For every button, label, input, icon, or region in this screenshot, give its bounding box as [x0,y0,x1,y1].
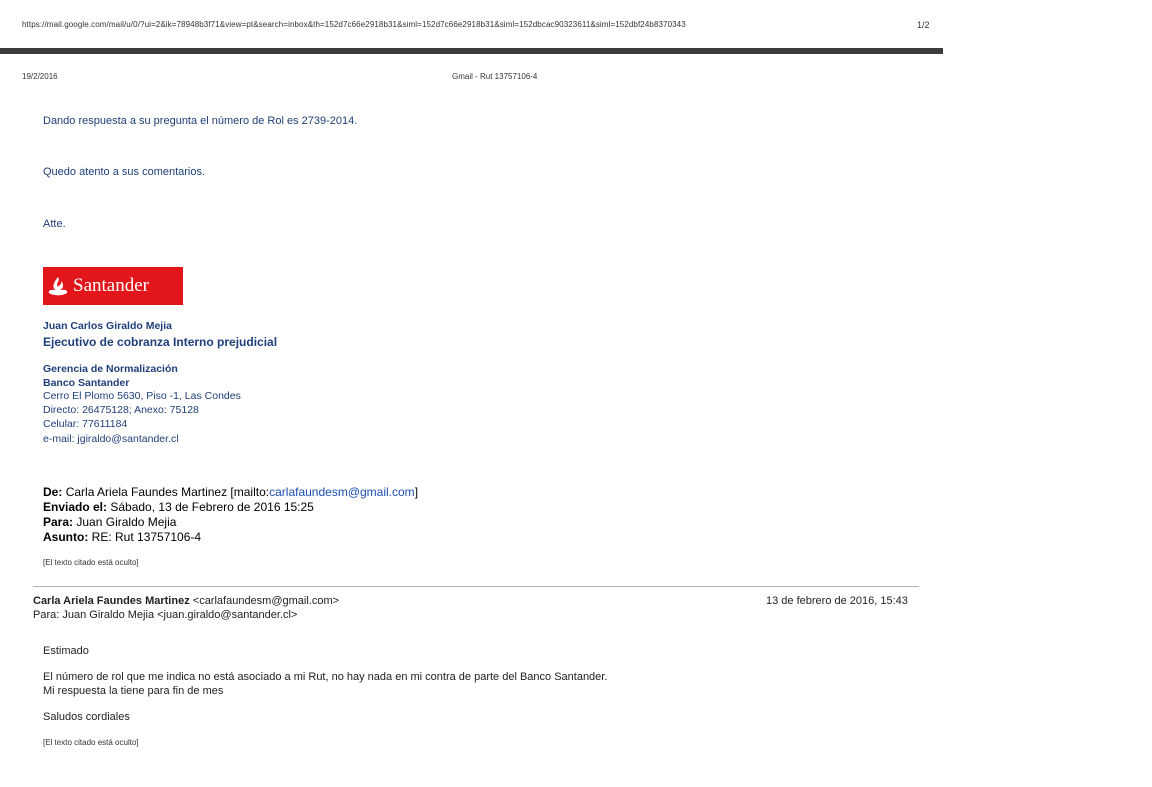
message2-sender-name: Carla Ariela Faundes Martinez [33,595,190,607]
quoted-from-value: Carla Ariela Faundes Martinez [mailto: [65,485,270,499]
quoted-from-close: ] [414,485,419,499]
santander-logo-text: Santander [73,275,149,296]
signature-department: Gerencia de Normalización [43,363,178,375]
message2-date: 13 de febrero de 2016, 15:43 [766,595,908,607]
header-divider-bar [0,48,943,54]
quoted-from-line [43,485,418,499]
message2-body-closing: Saludos cordiales [43,711,130,723]
quoted-subject-line [43,530,201,544]
quoted-sent-line [43,500,314,514]
quoted-sent-value: Sábado, 13 de Febrero de 2016 15:25 [110,500,314,514]
hidden-quoted-text-2[interactable]: [El texto citado está oculto] [43,738,139,747]
quoted-from-email-link[interactable]: carlafaundesm@gmail.com [269,485,415,499]
document-title: Gmail - Rut 13757106-4 [452,72,538,81]
message2-to: Para: Juan Giraldo Mejia <juan.giraldo@santander.cl> [33,609,298,621]
print-date: 19/2/2016 [22,72,58,81]
signature-name: Juan Carlos Giraldo Mejia [43,320,172,332]
print-url: https://mail.google.com/mail/u/0/?ui=2&ik=78948b3f71&view=pt&search=inbox&th=152d7c66e2918b31&siml=152d7c66e2918b31&siml=152dbcac90323611&siml=152dbf24b8370343 [22,20,686,29]
quoted-to-label: Para: [43,515,74,529]
message2-body-line-1: El número de rol que me indica no está asociado a mi Rut, no hay nada en mi contra de parte del Banco Santander. [43,671,608,683]
signature-phone: Directo: 26475128; Anexo: 75128 [43,404,199,416]
signature-role: Ejecutivo de cobranza Interno prejudicial [43,335,278,349]
message1-paragraph-2: Quedo atento a sus comentarios. [43,166,206,178]
santander-logo [43,267,183,305]
signature-bank: Banco Santander [43,377,130,389]
message2-sender-email: <carlafaundesm@gmail.com> [192,595,340,607]
quoted-from-label: De: [43,485,63,499]
signature-email: e-mail: jgiraldo@santander.cl [43,433,179,445]
message1-paragraph-3: Atte. [43,218,66,230]
quoted-subject-label: Asunto: [43,530,89,544]
quoted-to-line [43,515,176,529]
message1-paragraph-1: Dando respuesta a su pregunta el número de Rol es 2739-2014. [43,115,358,127]
hidden-quoted-text-1[interactable]: [El texto citado está oculto] [43,558,139,567]
signature-mobile: Celular: 77611184 [43,418,128,430]
quoted-to-value: Juan Giraldo Mejia [76,515,177,529]
message2-body-greeting: Estimado [43,645,89,657]
message-divider [33,586,919,587]
page-number: 1/2 [917,20,930,30]
santander-flame-icon [43,267,73,305]
quoted-sent-label: Enviado el: [43,500,108,514]
message2-from [33,595,339,607]
signature-address: Cerro El Plomo 5630, Piso -1, Las Condes [43,390,241,402]
quoted-subject-value: RE: Rut 13757106-4 [91,530,202,544]
message2-body-line-2: Mi respuesta la tiene para fin de mes [43,685,224,697]
